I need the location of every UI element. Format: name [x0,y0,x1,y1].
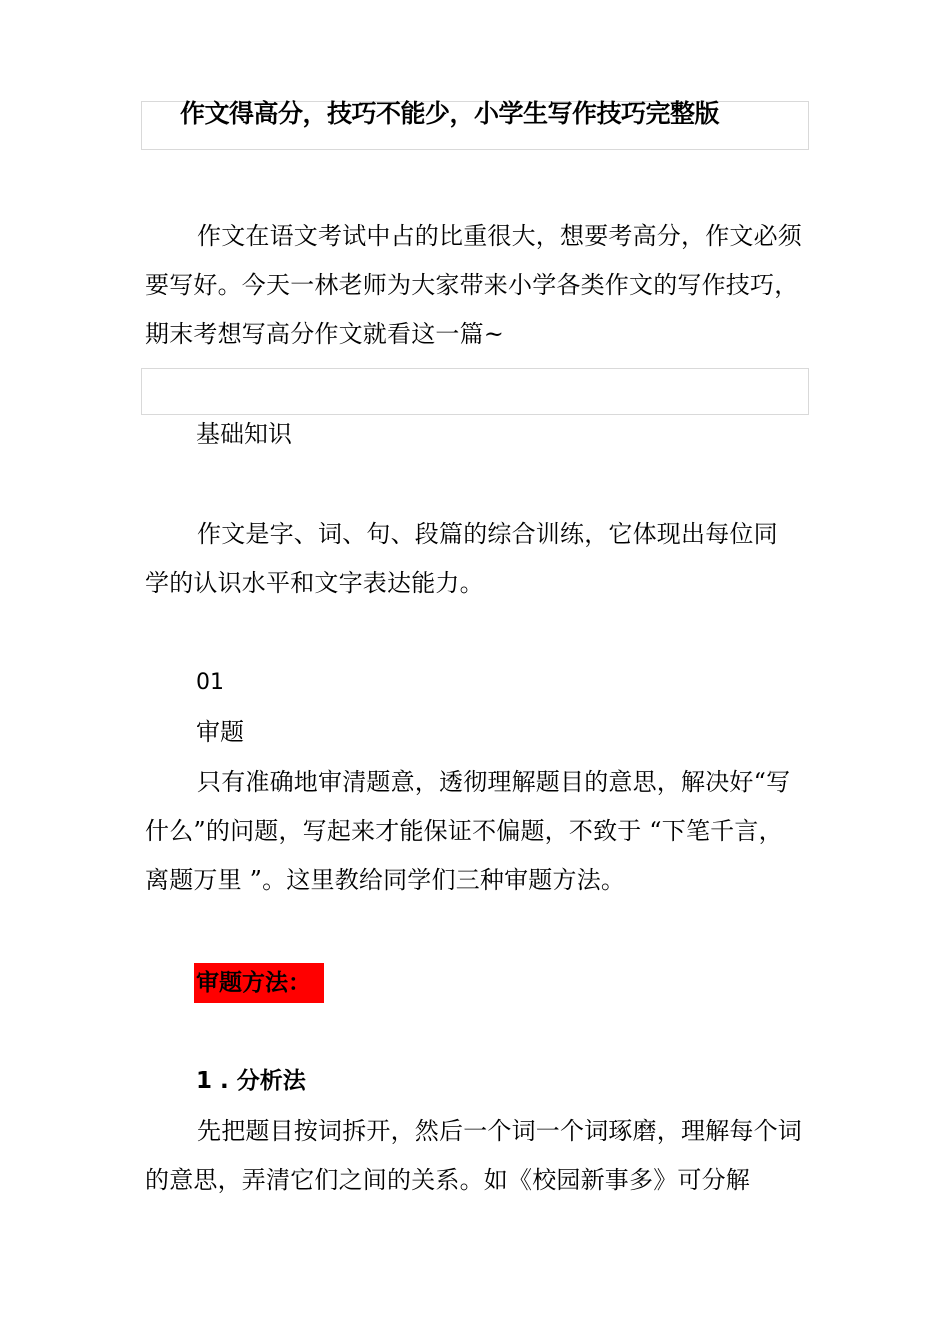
step-paragraph: 只有准确地审清题意，透彻理解题目的意思，解决好“写什么”的问题，写起来才能保证不偏题，不致于 “下笔千言，离题万里 ”。这里教给同学们三种审题方法。 [145,768,791,894]
step-title: 审题 [196,718,244,746]
section-heading: 基础知识 [196,420,292,448]
method-1-paragraph: 先把题目按词拆开，然后一个词一个词琢磨，理解每个词的意思，弄清它们之间的关系。如《校园新事多》可分解 [145,1117,802,1194]
basics-paragraph: 作文是字、词、句、段篇的综合训练，它体现出每位同学的认识水平和文字表达能力。 [145,520,778,597]
methods-label: 审题方法： [194,963,324,1003]
empty-box [141,368,809,415]
document-title: 作文得高分，技巧不能少，小学生写作技巧完整版 [180,99,720,128]
intro-paragraph: 作文在语文考试中占的比重很大，想要考高分，作文必须要写好。今天一林老师为大家带来小学各类作文的写作技巧，期末考想写高分作文就看这一篇~ [145,222,802,348]
step-number: 01 [196,670,224,695]
method-1-title: 1 . 分析法 [196,1068,306,1094]
